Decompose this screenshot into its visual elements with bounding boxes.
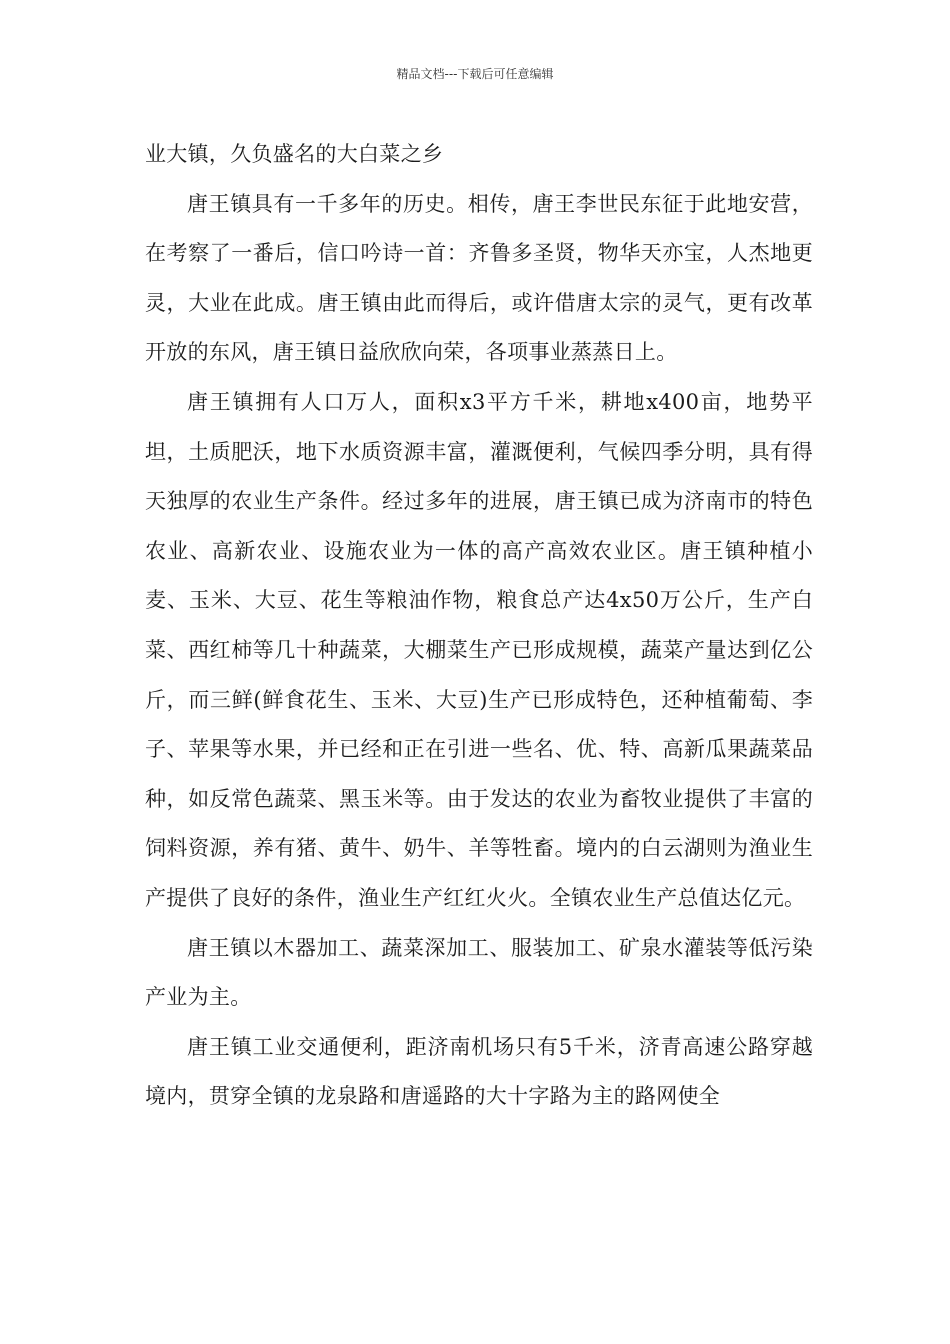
document-body xyxy=(145,130,813,1122)
paragraph: 唐王镇拥有人口万人，面积x3平方千米，耕地x400亩，地势平坦，土质肥沃，地下水质资源丰富，灌溉便利，气候四季分明，具有得天独厚的农业生产条件。经过多年的进展，唐王镇已成为济南市的特色农业、高新农业、设施农业为一体的高产高效农业区。唐王镇种植小麦、玉米、大豆、花生等粮油作物，粮食总产达4x50万公斤，生产白菜、西红柿等几十种蔬菜，大棚菜生产已形成规模，蔬菜产量达到亿公斤，而三鲜(鲜食花生、玉米、大豆)生产已形成特色，还种植葡萄、李子、苹果等水果，并已经和正在引进一些名、优、特、高新瓜果蔬菜品种，如反常色蔬菜、黑玉米等。由于发达的农业为畜牧业提供了丰富的饲料资源，养有猪、黄牛、奶牛、羊等牲畜。境内的白云湖则为渔业生产提供了良好的条件，渔业生产红红火火。全镇农业生产总值达亿元。 xyxy=(145,389,813,910)
page-header: 精品文档---下载后可任意编辑 xyxy=(396,67,554,81)
paragraph: 唐王镇具有一千多年的历史。相传，唐王李世民东征于此地安营，在考察了一番后，信口吟诗一首：齐鲁多圣贤，物华天亦宝，人杰地更灵，大业在此成。唐王镇由此而得后，或许借唐太宗的灵气，更有改革开放的东风，唐王镇日益欣欣向荣，各项事业蒸蒸日上。 xyxy=(145,191,813,365)
paragraph: 业大镇，久负盛名的大白菜之乡 xyxy=(145,142,444,166)
paragraph: 唐王镇以木器加工、蔬菜深加工、服装加工、矿泉水灌装等低污染产业为主。 xyxy=(145,935,813,1010)
paragraph: 唐王镇工业交通便利，距济南机场只有5千米，济青高速公路穿越境内，贯穿全镇的龙泉路和唐遥路的大十字路为主的路网使全 xyxy=(145,1034,813,1109)
